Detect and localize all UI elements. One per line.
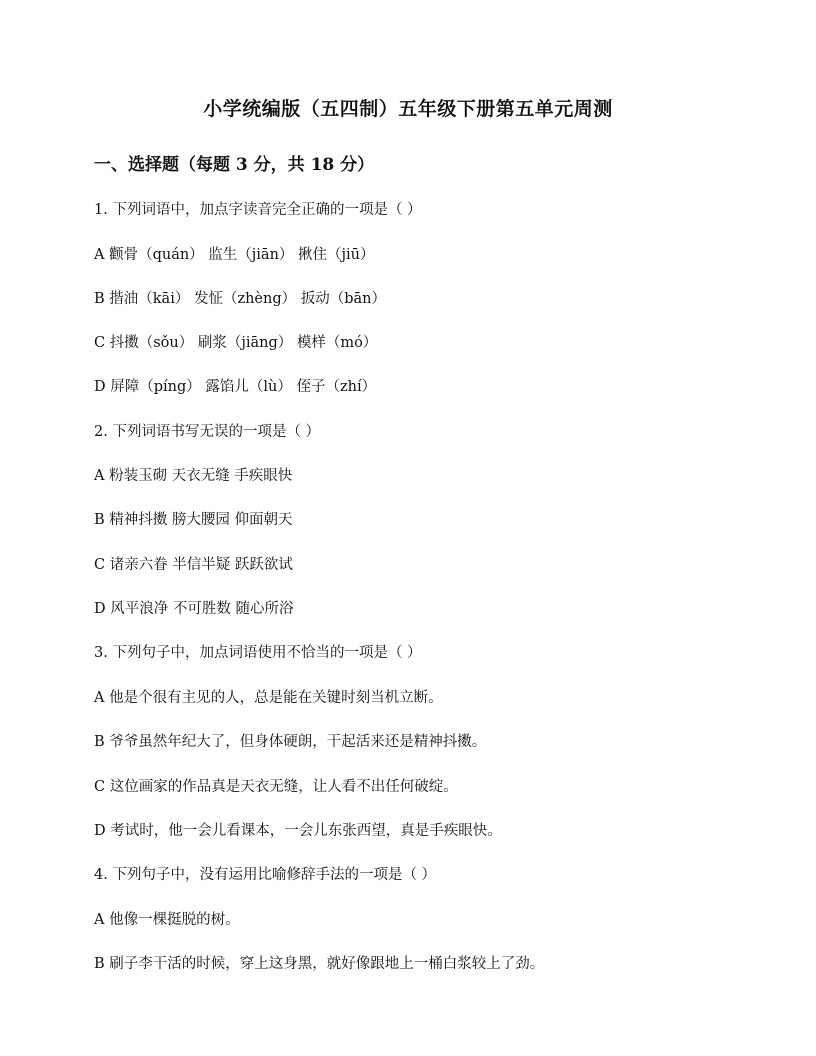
question-2-option-b: B 精神抖擞 膀大腰园 仰面朝天	[94, 512, 293, 528]
question-3-option-c: C 这位画家的作品真是天衣无缝，让人看不出任何破绽。	[94, 779, 458, 795]
section-heading: 一、选择题（每题 3 分，共 18 分）	[94, 155, 375, 175]
question-1-option-d: D 屏障（píng） 露馅儿（lù） 侄子（zhí）	[94, 379, 377, 395]
question-4-option-a: A 他像一棵挺脱的树。	[94, 912, 240, 928]
question-1-stem: 1. 下列词语中，加点字读音完全正确的一项是（ ）	[94, 202, 422, 218]
question-1-option-b: B 揩油（kāi） 发怔（zhèng） 扳动（bān）	[94, 291, 386, 307]
question-3-stem: 3. 下列句子中，加点词语使用不恰当的一项是（ ）	[94, 645, 422, 661]
question-3-option-a: A 他是个很有主见的人，总是能在关键时刻当机立断。	[94, 690, 443, 706]
question-3-option-b: B 爷爷虽然年纪大了，但身体硬朗，干起活来还是精神抖擞。	[94, 734, 487, 750]
question-2-option-a: A 粉装玉砌 天衣无缝 手疾眼快	[94, 468, 293, 484]
question-4-stem: 4. 下列句子中，没有运用比喻修辞手法的一项是（ ）	[94, 867, 437, 883]
question-3-option-d: D 考试时，他一会儿看课本，一会儿东张西望，真是手疾眼快。	[94, 823, 502, 839]
question-2-option-c: C 诸亲六眷 半信半疑 跃跃欲试	[94, 557, 293, 573]
question-4-option-b: B 刷子李干活的时候，穿上这身黑，就好像跟地上一桶白浆较上了劲。	[94, 956, 545, 972]
question-2-stem: 2. 下列词语书写无误的一项是（ ）	[94, 424, 321, 440]
question-2-option-d: D 风平浪净 不可胜数 随心所浴	[94, 601, 294, 617]
question-1-option-a: A 颧骨（quán） 监生（jiān） 揪住（jiū）	[94, 247, 375, 263]
document-title: 小学统编版（五四制）五年级下册第五单元周测	[203, 98, 613, 120]
question-1-option-c: C 抖擞（sǒu） 刷浆（jiāng） 模样（mó）	[94, 335, 378, 351]
